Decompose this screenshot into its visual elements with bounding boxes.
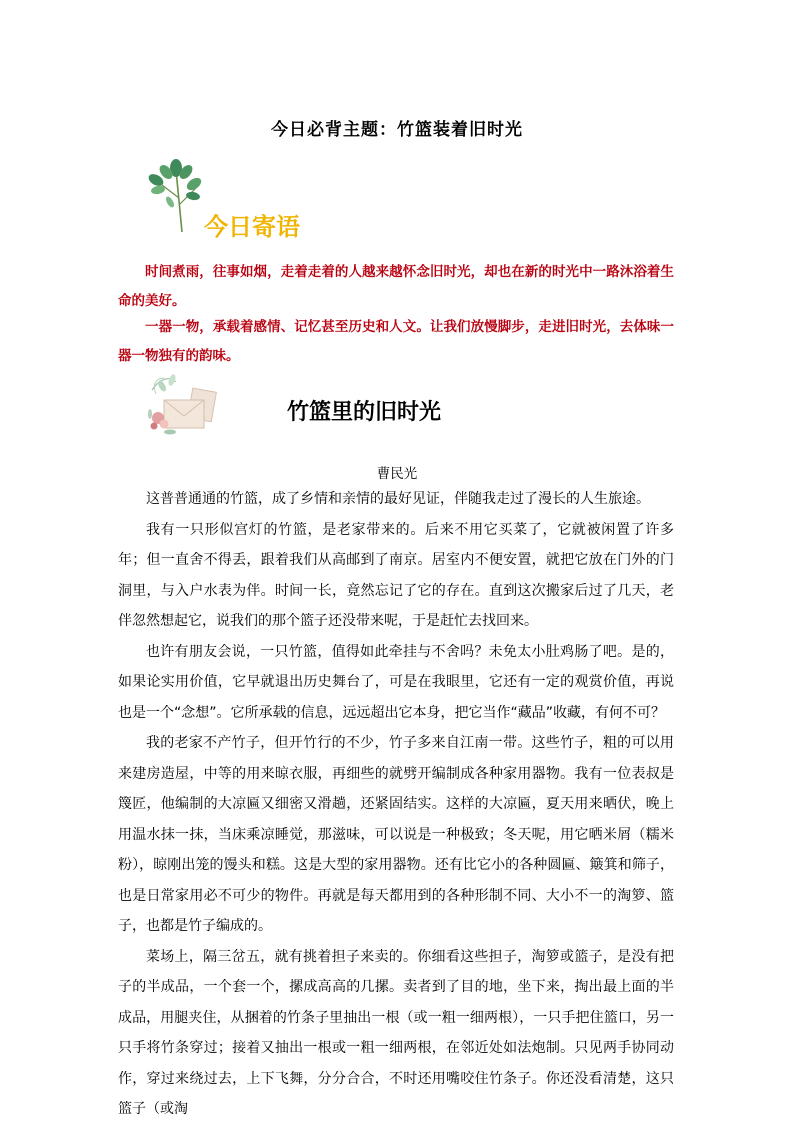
motto-paragraph: 一器一物，承载着感情、记忆甚至历史和人文。让我们放慢脚步，走进旧时光，去体味一器一物独有的韵味。 [118,319,674,364]
envelope-flowers-icon [146,372,220,442]
section-heading: 今日寄语 [204,213,300,241]
article-author: 曹民光 [376,466,418,482]
motto-paragraph: 时间煮雨，往事如烟，走着走着的人越来越怀念旧时光，却也在新的时光中一路沐浴着生命的美好。 [118,264,674,309]
page-title: 今日必背主题：竹篮装着旧时光 [271,120,523,140]
article-paragraph: 菜场上，隔三岔五，就有挑着担子来卖的。你细看这些担子，淘箩或篮子，是没有把子的半成品，一个套一个，摞成高高的几摞。卖者到了目的地，坐下来，掏出最上面的半成品，用腿夹住，从捆着的竹条子里抽出一根（或一粗一细两根），一只手把住篮口，另一只手将竹条穿过；接着又抽出一根或一粗一细两根，在邻近处如法炮制。只见两手协同动作，穿过来绕过去，上下飞舞，分分合合，不时还用嘴咬住竹条子。你还没看清楚，这只篮子（或淘 [118,948,674,1117]
article-paragraph: 也许有朋友会说，一只竹篮，值得如此牵挂与不舍吗？未免太小肚鸡肠了吧。是的，如果论实用价值，它早就退出历史舞台了，可是在我眼里，它还有一定的观赏价值，再说也是一个“念想”。它所承载的信息，远远超出它本身，把它当作“藏品”收藏，有何不可？ [118,643,674,721]
article-title: 竹篮里的旧时光 [287,400,442,425]
article-paragraph: 这普普通通的竹篮，成了乡情和亲情的最好见证，伴随我走过了漫长的人生旅途。 [146,491,650,507]
article-body [118,484,674,1125]
article-paragraph: 我有一只形似宫灯的竹篮，是老家带来的。后来不用它买菜了，它就被闲置了许多年；但一直舍不得丢，跟着我们从高邮到了南京。居室内不便安置，就把它放在门外的门洞里，与入户水表为伴。时间一长，竟然忘记了它的存在。直到这次搬家后过了几天，老伴忽然想起它，说我们的那个篮子还没带来呢，于是赶忙去找回来。 [118,521,674,629]
plant-sprig-icon [146,158,202,234]
article-paragraph: 我的老家不产竹子，但开竹行的不少，竹子多来自江南一带。这些竹子，粗的可以用来建房造屋，中等的用来晾衣服，再细些的就劈开编制成各种家用器物。我有一位表叔是篾匠，他编制的大凉匾又细密又滑趟，还紧固结实。这样的大凉匾，夏天用来晒伏，晚上用温水抹一抹，当床乘凉睡觉，那滋味，可以说是一种极致；冬天呢，用它晒米屑（糯米粉），晾刚出笼的馒头和糕。这是大型的家用器物。还有比它小的各种圆匾、簸箕和筛子，也是日常家用必不可少的物件。再就是每天都用到的各种形制不同、大小不一的淘箩、篮子，也都是竹子编成的。 [118,735,674,934]
